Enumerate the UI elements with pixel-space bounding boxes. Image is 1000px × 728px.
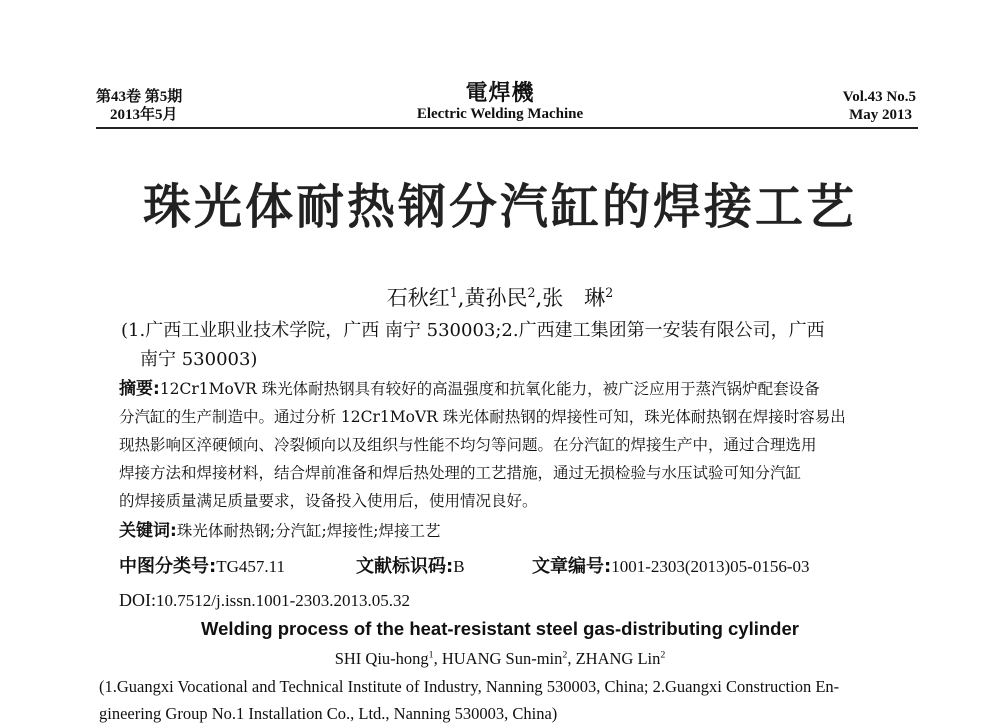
keywords-value: 珠光体耐热钢;分汽缸;焊接性;焊接工艺 [176,522,441,540]
abstract-line: 现热影响区淬硬倾向、冷裂倾向以及组织与性能不均匀等问题。在分汽缸的焊接生产中，通过合理选用 [119,436,817,454]
author-list [0,282,1000,312]
english-affil-mark: 2 [562,649,568,661]
keywords [119,518,440,545]
english-title: Welding process of the heat-resistant steel gas-distributing cylinder [201,618,799,639]
author-name: 石秋红 [386,286,450,310]
article-number-label: 文章编号: [532,556,612,577]
abstract-label: 摘要: [119,379,160,399]
author-affil-mark: 1 [449,285,458,300]
keywords-label: 关键词: [119,521,177,541]
doi [119,590,410,611]
volume-issue-en: Vol.43 No.5 [842,89,916,105]
english-author: , ZHANG Lin [567,649,661,668]
document-code-label: 文献标识码: [356,556,454,577]
paper-title: 珠光体耐热钢分汽缸的焊接工艺 [142,179,857,235]
article-number [532,552,810,578]
english-author-list [0,649,1000,669]
english-affiliation-line: gineering Group No.1 Installation Co., Ltd., Nanning 530003, China) [99,704,558,723]
doi-value: 10.7512/j.issn.1001-2303.2013.05.32 [156,591,411,610]
abstract-line: 焊接方法和焊接材料，结合焊前准备和焊后热处理的工艺措施，通过无损检验与水压试验可知分汽缸 [119,464,802,482]
document-code [356,552,465,578]
author-separator: , [457,286,465,310]
clc-value: TG457.11 [216,557,285,576]
author-affil-mark: 2 [527,285,536,300]
journal-name-en: Electric Welding Machine [416,106,584,122]
article-number-value: 1001-2303(2013)05-0156-03 [611,557,810,576]
abstract-line [119,376,820,403]
journal-logo: 電焊機 [465,80,535,106]
english-author: , HUANG Sun-min [433,649,563,668]
author-separator: , [535,286,543,310]
clc-number [119,552,285,578]
abstract-line: 分汽缸的生产制造中。通过分析 12Cr1MoVR 珠光体耐热钢的焊接性可知，珠光体耐热钢在焊接时容易出 [119,408,846,426]
author-name: 张 琳 [542,286,606,310]
english-author: SHI Qiu-hong [334,649,429,668]
doi-label: DOI: [119,590,156,610]
english-affil-mark: 1 [428,649,434,661]
english-affiliation-line: (1.Guangxi Vocational and Technical Institute of Industry, Nanning 530003, China; 2.Guangxi Construction En- [99,677,840,696]
author-name: 黄孙民 [464,286,528,310]
issue-date-en: May 2013 [849,107,912,123]
volume-issue: 第43卷 第5期 [96,89,183,105]
header-rule [96,127,918,129]
affiliation-line: 南宁 530003) [140,349,258,370]
issue-date: 2013年5月 [110,107,178,123]
clc-label: 中图分类号: [119,556,217,577]
english-affil-mark: 2 [660,649,666,661]
abstract-line: 的焊接质量满足质量要求，设备投入使用后，使用情况良好。 [119,492,538,510]
abstract-text: 12Cr1MoVR 珠光体耐热钢具有较好的高温强度和抗氧化能力，被广泛应用于蒸汽锅炉配套设备 [159,380,820,398]
document-code-value: B [453,557,465,576]
affiliation-line: (1.广西工业职业技术学院，广西 南宁 530003;2.广西建工集团第一安装有限公司，广西 [121,320,825,341]
author-affil-mark: 2 [605,285,614,300]
